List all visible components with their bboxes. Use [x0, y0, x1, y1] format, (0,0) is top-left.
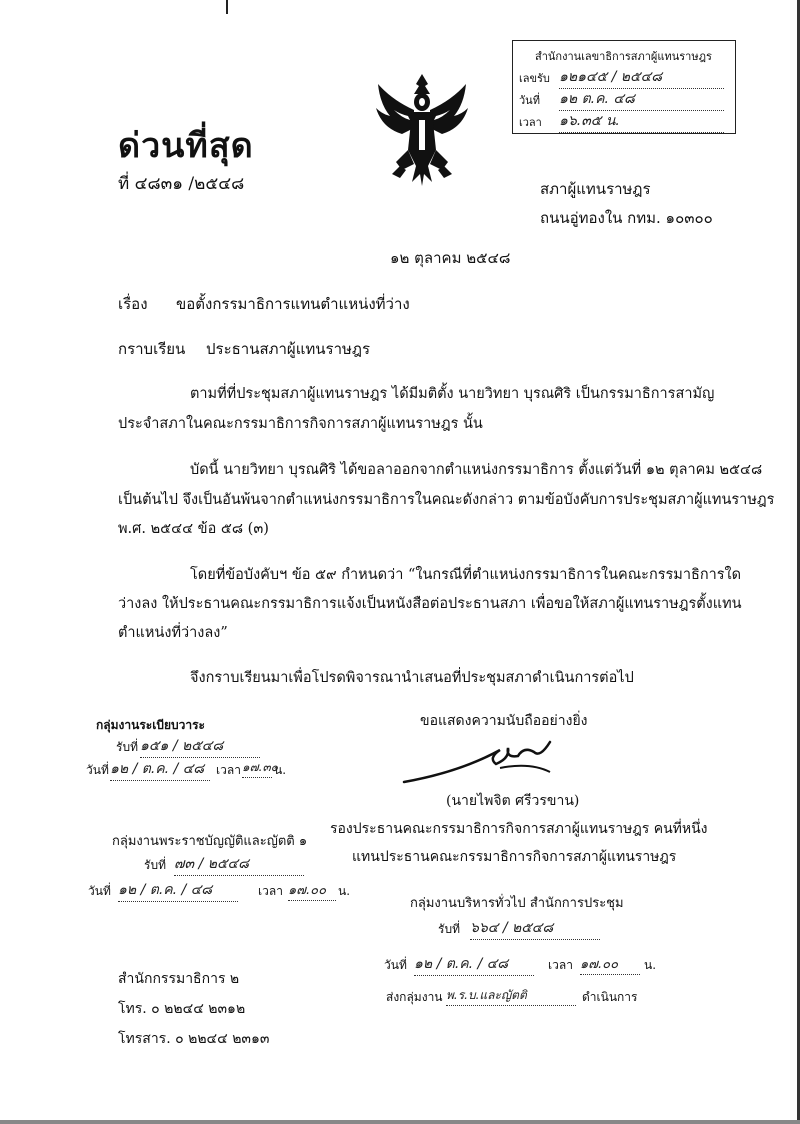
agenda-stamp-no-label: รับที่ — [116, 740, 138, 754]
legislation-stamp-date-label: วันที่ — [88, 884, 111, 898]
body-p2-line1: บัดนี้ นายวิทยา บุรณศิริ ได้ขอลาออกจากตำแหน่งกรรมาธิการ ตั้งแต่วันที่ ๑๒ ตุลาคม ๒๕๔๘ — [190, 462, 763, 478]
sender-org: สภาผู้แทนราษฎร — [540, 180, 651, 198]
addressee-text: ประธานสภาผู้แทนราษฎร — [206, 340, 371, 358]
agenda-group-stamp — [86, 698, 287, 788]
stamp-no-label: เลขรับ — [519, 72, 550, 85]
admin-stamp-forward-suffix: ดำเนินการ — [582, 990, 638, 1004]
top-edge-mark — [226, 0, 228, 14]
legislation-stamp-time-label: เวลา — [258, 884, 283, 898]
signature-icon — [400, 728, 570, 788]
closing: ขอแสดงความนับถืออย่างยิ่ง — [420, 713, 588, 729]
legislation-stamp-title: กลุ่มงานพระราชบัญญัติและญัตติ ๑ — [112, 834, 308, 849]
body-p3-line3: ตำแหน่งที่ว่างลง” — [118, 625, 228, 641]
stamp-no-value: ๑๒๑๔๕ / ๒๕๔๘ — [559, 66, 724, 89]
admin-stamp-date-value: ๑๒ / ต.ค. / ๔๘ — [414, 953, 534, 976]
signer-title1: รองประธานคณะกรรมาธิการกิจการสภาผู้แทนราษฎร คนที่หนึ่ง — [330, 821, 708, 837]
scan-edge-bottom — [0, 1120, 800, 1124]
legislation-stamp-date-value: ๑๒ / ต.ค. / ๔๘ — [118, 879, 238, 902]
addressee-label: กราบเรียน — [118, 340, 186, 358]
admin-stamp-time-label: เวลา — [548, 958, 573, 972]
admin-stamp-title: กลุ่มงานบริหารทั่วไป สำนักการประชุม — [410, 896, 624, 911]
sender-address: ถนนอู่ทองใน กทม. ๑๐๓๐๐ — [540, 209, 713, 227]
letter-date: ๑๒ ตุลาคม ๒๕๔๘ — [390, 249, 511, 267]
signer-title2: แทนประธานคณะกรรมาธิการกิจการสภาผู้แทนราษฎร — [352, 849, 677, 865]
document-number: ที่ ๔๘๓๑ /๒๕๔๘ — [118, 174, 245, 194]
legislation-group-stamp — [88, 826, 368, 906]
signer-name: (นายไพจิต ศรีวรขาน) — [446, 793, 580, 809]
agenda-stamp-time-suffix: น. — [274, 763, 287, 777]
agenda-stamp-date-value: ๑๒ / ต.ค. / ๔๘ — [110, 758, 210, 781]
agenda-stamp-date-label: วันที่ — [86, 763, 109, 777]
receipt-stamp — [512, 40, 736, 134]
footer-tel: โทร. ๐ ๒๒๔๔ ๒๓๑๒ — [118, 1001, 246, 1017]
admin-group-stamp — [384, 890, 684, 1010]
footer-office: สำนักกรรมาธิการ ๒ — [118, 971, 240, 987]
subject-text: ขอตั้งกรรมาธิการแทนตำแหน่งที่ว่าง — [176, 295, 410, 313]
body-p1-line2: ประจำสภาในคณะกรรมาธิการกิจการสภาผู้แทนราษฎร นั้น — [118, 416, 483, 432]
stamp-time-value: ๑๖.๓๕ น. — [559, 110, 724, 133]
admin-stamp-date-label: วันที่ — [384, 958, 407, 972]
stamp-date-label: วันที่ — [519, 94, 540, 107]
agenda-stamp-time-label: เวลา — [216, 763, 241, 777]
body-p3-line1: โดยที่ข้อบังคับฯ ข้อ ๕๙ กำหนดว่า “ในกรณีที่ตำแหน่งกรรมาธิการในคณะกรรมาธิการใด — [190, 567, 742, 583]
agenda-stamp-time-value: ๑๗.๓๐ — [242, 758, 272, 778]
legislation-stamp-no-label: รับที่ — [144, 858, 166, 872]
body-p1-line1: ตามที่ที่ประชุมสภาผู้แทนราษฎร ได้มีมติตั้ง นายวิทยา บุรณศิริ เป็นกรรมาธิการสามัญ — [190, 386, 715, 402]
agenda-stamp-no-value: ๑๕๑ / ๒๕๔๘ — [140, 735, 260, 758]
legislation-stamp-time-value: ๑๗.๐๐ — [288, 879, 336, 901]
stamp-time-label: เวลา — [519, 116, 542, 129]
admin-stamp-time-value: ๑๗.๐๐ — [580, 953, 640, 975]
urgent-heading: ด่วนที่สุด — [118, 126, 254, 166]
admin-stamp-forward-value: พ.ร.บ.และญัตติ — [446, 986, 576, 1006]
body-p2-line3: พ.ศ. ๒๕๔๔ ข้อ ๕๘ (๓) — [118, 521, 269, 537]
garuda-emblem-icon — [372, 70, 472, 190]
admin-stamp-no-value: ๖๖๔ / ๒๕๔๘ — [470, 917, 600, 940]
body-p2-line2: เป็นต้นไป จึงเป็นอันพ้นจากตำแหน่งกรรมาธิการในคณะดังกล่าว ตามข้อบังคับการประชุมสภาผู้แทนราษฎร — [118, 492, 775, 508]
agenda-stamp-title: กลุ่มงานระเบียบวาระ — [96, 718, 205, 732]
body-p3-line2: ว่างลง ให้ประธานคณะกรรมาธิการแจ้งเป็นหนังสือต่อประธานสภา เพื่อขอให้สภาผู้แทนราษฎรตั้งแทน — [118, 596, 742, 612]
admin-stamp-forward-label: ส่งกลุ่มงาน — [386, 990, 443, 1004]
stamp-office: สำนักงานเลขาธิการสภาผู้แทนราษฎร — [535, 50, 712, 63]
subject-label: เรื่อง — [118, 295, 148, 313]
admin-stamp-time-suffix: น. — [644, 958, 657, 972]
admin-stamp-no-label: รับที่ — [438, 922, 460, 936]
footer-fax: โทรสาร. ๐ ๒๒๔๔ ๒๓๑๓ — [118, 1031, 270, 1047]
stamp-date-value: ๑๒ ต.ค. ๔๘ — [559, 88, 724, 111]
legislation-stamp-no-value: ๗๓ / ๒๕๔๘ — [174, 853, 304, 876]
body-p4: จึงกราบเรียนมาเพื่อโปรดพิจารณานำเสนอที่ประชุมสภาดำเนินการต่อไป — [190, 670, 634, 686]
legislation-stamp-time-suffix: น. — [338, 884, 351, 898]
